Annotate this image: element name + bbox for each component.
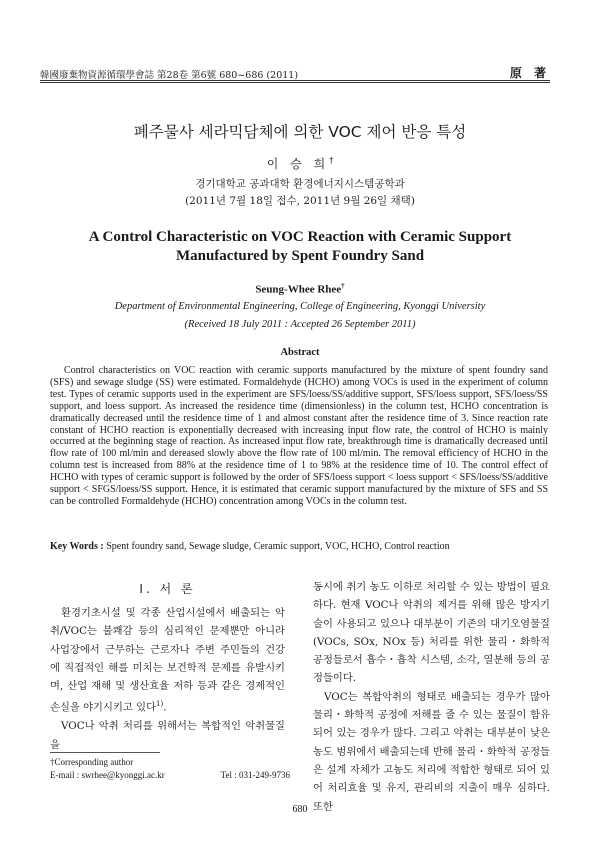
intro-paragraph-1	[50, 604, 285, 717]
english-author	[0, 282, 600, 296]
korean-author-mark: †	[329, 156, 334, 165]
english-author-name: Seung-Whee Rhee	[255, 283, 342, 296]
citation-ref: 1)	[156, 700, 164, 709]
abstract-text: Control characteristics on VOC reaction with ceramic supports manufactured by the mixture of spent foundry sand (SFS) and sewage sludge (SS) were estimated. Formaldehyde (HCHO) among VOCs is used in the experiment of column test. Types of ceramic supports used in the experiment are SFS/loess/SS/additive support, SFS/loess support, SFS/loess/SS support, and loess support. As increased the residence time (dimensionless) in the column test, HCHO concentration is dramatically decreased until the residence time of 1 and almost constant after the residence time of 3. Since reaction rate constant of HCHO reaction is exponentially decreased with increasing input flow rate, the control of HCHO is mainly occurred at the beginning stage of reaction. As increased input flow rate, breakthrough time is dramatically decreased until flow rate of 100 ml/min and dereased slowly above the flow rate of 100 ml/min. The removal efficiency of HCHO in the column test is increased from 88% at the residence time of 1 to 98% at the residence time of 10. The control effect of HCHO with types of ceramic support is followed by the order of SFS/loess support < loess support < SFS/loess/SS/additive support < SFGS/loess/SS support. Hence, it is estimated that ceramic support manufactured by the mixture of SFS and SS can be controlled Formaldehyde (HCHO) concentration among VOCs in the column test.	[50, 365, 548, 507]
left-column	[50, 604, 285, 754]
korean-author	[0, 155, 600, 172]
section-heading-introduction: I. 서 론	[139, 582, 196, 596]
korean-affiliation: 경기대학교 공과대학 환경에너지시스템공학과	[195, 178, 405, 190]
english-dates: (Received 18 July 2011 : Accepted 26 September 2011)	[184, 319, 416, 330]
korean-dates: (2011년 7월 18일 접수, 2011년 9월 26일 채택)	[185, 195, 415, 207]
english-author-mark: †	[341, 282, 345, 290]
page-number: 680	[292, 804, 308, 815]
intro-paragraph-continued: 동시에 취기 농도 이하로 처리할 수 있는 방법이 필요하다. 현재 VOC나 악취의 제거를 위해 많은 방지기술이 사용되고 있으나 대부분이 기존의 대기오염물질(VOCs, SOx, NOx 등) 처리를 위한 물리・화학적 공정들로서 흡수・흡착 시스템, 소각, 열분해 등의 공정들이다.	[313, 581, 550, 685]
english-title	[0, 228, 600, 266]
keywords-text: Spent foundry sand, Sewage sludge, Ceramic support, VOC, HCHO, Control reaction	[106, 541, 450, 552]
abstract-heading: Abstract	[280, 347, 320, 358]
intro-paragraph-1-end: .	[163, 701, 167, 714]
english-affiliation: Department of Environmental Engineering, College of Engineering, Kyonggi University	[114, 301, 486, 312]
intro-paragraph-2: VOC나 악취 처리를 위해서는 복합적인 악취물질을	[50, 720, 285, 751]
keywords-label: Key Words :	[50, 541, 104, 552]
footnote-tel: Tel : 031-249-9736	[220, 770, 290, 780]
korean-author-name: 이 승 희	[266, 157, 330, 171]
english-title-line2: Manufactured by Spent Foundry Sand	[175, 248, 425, 264]
article-type: 原 著	[509, 66, 550, 80]
footnote-contact	[50, 770, 290, 780]
footnote-corresponding: †Corresponding author	[50, 757, 134, 767]
intro-paragraph-1-text: 환경기초시설 및 각종 산업시설에서 배출되는 악취/VOC는 불쾌감 등의 심리적인 문제뿐만 아니라 사업장에서 근무하는 근로자나 주변 주민들의 건강에 직접적인 해를 미치는 보건학적 문제를 유발시키며, 산업 재해 및 생산효율 저하 등과 같은 경제적인 손실을 야기시키고 있다	[50, 607, 285, 714]
journal-citation: 韓國廢棄物資源循環學會誌 第28卷 第6號 680~686 (2011)	[40, 70, 299, 81]
header-rule-bottom	[40, 82, 550, 83]
running-header	[40, 64, 550, 81]
right-column	[313, 578, 550, 816]
footnote-rule	[50, 752, 160, 753]
keywords	[50, 541, 548, 552]
korean-title: 폐주물사 세라믹담체에 의한 VOC 제어 반응 특성	[133, 123, 467, 141]
intro-paragraph-3: VOC는 복합악취의 형태로 배출되는 경우가 많아 물리・화학적 공정에 저해를 줄 수 있는 물질이 함유 되어 있는 경우가 많다. 그리고 악취는 대부분이 낮은 농도 범위에서 배출되는데 반해 물리・화학적 공정들은 설계 자체가 고농도 처리에 적합한 형태로 되어 있어 처리효율 및 유지, 관리비의 지출이 매우 심하다. 또한	[313, 690, 550, 813]
english-title-line1: A Control Characteristic on VOC Reaction with Ceramic Support	[88, 229, 512, 245]
header-rule-top	[40, 80, 550, 81]
footnote-email: E-mail : swrhee@kyonggi.ac.kr	[50, 770, 165, 780]
